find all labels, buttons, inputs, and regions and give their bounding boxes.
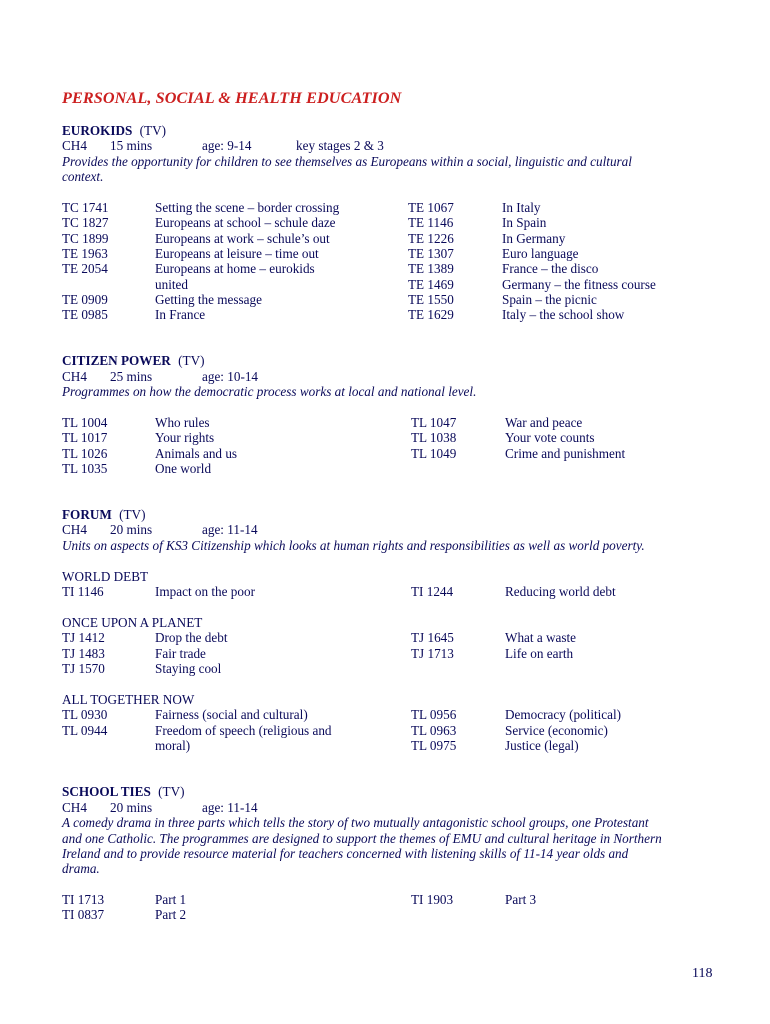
forum-type: (TV) bbox=[119, 507, 146, 522]
item-code: TJ 1645 bbox=[411, 630, 454, 645]
item-title: Euro language bbox=[502, 246, 579, 261]
item-code: TC 1899 bbox=[62, 231, 109, 246]
item-code: TE 1550 bbox=[408, 292, 454, 307]
item-title: Part 3 bbox=[505, 892, 537, 907]
item-code: TL 0975 bbox=[411, 738, 457, 753]
forum-duration: 20 mins bbox=[110, 522, 153, 537]
school-ties-description-line-2: and one Catholic. The programmes are designed to support the themes of EMU and cultural heritage in Northern bbox=[62, 831, 662, 846]
item-title: Service (economic) bbox=[505, 723, 608, 738]
item-title: Crime and punishment bbox=[505, 446, 626, 461]
item-code: TL 0963 bbox=[411, 723, 457, 738]
item-code: TI 0837 bbox=[62, 907, 105, 922]
item-title: united bbox=[155, 277, 188, 292]
item-code: TJ 1483 bbox=[62, 646, 105, 661]
item-title: Germany – the fitness course bbox=[502, 277, 656, 292]
item-code: TI 1146 bbox=[62, 584, 104, 599]
school-ties-description-line-4: drama. bbox=[62, 861, 100, 876]
citizen-power-heading bbox=[62, 353, 205, 368]
item-title: Setting the scene – border crossing bbox=[155, 200, 340, 215]
item-code: TE 1226 bbox=[408, 231, 454, 246]
item-title: Democracy (political) bbox=[505, 707, 622, 722]
eurokids-type: (TV) bbox=[139, 123, 167, 138]
all-together-now-heading: ALL TOGETHER NOW bbox=[62, 692, 195, 707]
page-number: 118 bbox=[692, 966, 713, 981]
item-title: One world bbox=[155, 461, 212, 476]
eurokids-description-line-1: Provides the opportunity for children to see themselves as Europeans within a social, linguistic and cultural bbox=[62, 154, 632, 169]
school-ties-description-line-3: Ireland and to provide resource material for teachers concerned with listening skills of 11-14 year olds and bbox=[62, 846, 629, 861]
citizen-power-type: (TV) bbox=[178, 353, 205, 368]
eurokids-name: EUROKIDS bbox=[62, 123, 133, 138]
eurokids-channel: CH4 bbox=[62, 138, 87, 153]
item-code: TE 1307 bbox=[408, 246, 454, 261]
eurokids-duration: 15 mins bbox=[110, 138, 153, 153]
item-code: TL 1035 bbox=[62, 461, 108, 476]
eurokids-stages: key stages 2 & 3 bbox=[296, 138, 384, 153]
item-title: Life on earth bbox=[505, 646, 574, 661]
item-title: France – the disco bbox=[502, 261, 599, 276]
item-title: Fair trade bbox=[155, 646, 206, 661]
item-title: Drop the debt bbox=[155, 630, 228, 645]
item-code: TL 0956 bbox=[411, 707, 457, 722]
item-code: TJ 1412 bbox=[62, 630, 105, 645]
item-code: TJ 1713 bbox=[411, 646, 454, 661]
item-code: TE 1469 bbox=[408, 277, 454, 292]
item-title: Europeans at school – schule daze bbox=[155, 215, 336, 230]
item-title: Part 1 bbox=[155, 892, 187, 907]
item-title: Who rules bbox=[155, 415, 210, 430]
item-code: TE 1146 bbox=[408, 215, 454, 230]
forum-channel: CH4 bbox=[62, 522, 87, 537]
item-code: TL 0944 bbox=[62, 723, 108, 738]
item-title: Italy – the school show bbox=[502, 307, 625, 322]
item-title: Spain – the picnic bbox=[502, 292, 597, 307]
item-code: TJ 1570 bbox=[62, 661, 105, 676]
item-code: TE 1963 bbox=[62, 246, 108, 261]
citizen-power-duration: 25 mins bbox=[110, 369, 153, 384]
school-ties-channel: CH4 bbox=[62, 800, 87, 815]
item-code: TL 1004 bbox=[62, 415, 108, 430]
item-title: In Spain bbox=[502, 215, 547, 230]
item-code: TI 1713 bbox=[62, 892, 105, 907]
item-code: TE 1629 bbox=[408, 307, 454, 322]
item-title: Freedom of speech (religious and bbox=[155, 723, 332, 738]
item-title: moral) bbox=[155, 738, 191, 753]
forum-name: FORUM bbox=[62, 507, 112, 522]
item-title: Your rights bbox=[155, 430, 215, 445]
item-title: Your vote counts bbox=[505, 430, 595, 445]
item-code: TC 1827 bbox=[62, 215, 109, 230]
item-code: TE 1389 bbox=[408, 261, 454, 276]
item-title: In Italy bbox=[502, 200, 541, 215]
item-title: Impact on the poor bbox=[155, 584, 255, 599]
school-ties-type: (TV) bbox=[158, 784, 185, 799]
item-title: Justice (legal) bbox=[505, 738, 579, 753]
page-title: PERSONAL, SOCIAL & HEALTH EDUCATION bbox=[62, 89, 402, 107]
item-code: TL 1026 bbox=[62, 446, 108, 461]
school-ties-heading bbox=[62, 784, 185, 799]
once-upon-a-planet-heading: ONCE UPON A PLANET bbox=[62, 615, 203, 630]
school-ties-name: SCHOOL TIES bbox=[62, 784, 151, 799]
school-ties-description-line-1: A comedy drama in three parts which tells the story of two mutually antagonistic school groups, one Protestant bbox=[62, 815, 649, 830]
item-code: TE 2054 bbox=[62, 261, 108, 276]
item-code: TL 1047 bbox=[411, 415, 457, 430]
item-title: Europeans at leisure – time out bbox=[155, 246, 319, 261]
world-debt-heading: WORLD DEBT bbox=[62, 569, 149, 584]
school-ties-age: age: 11-14 bbox=[202, 800, 258, 815]
eurokids-age: age: 9-14 bbox=[202, 138, 252, 153]
item-title: Fairness (social and cultural) bbox=[155, 707, 308, 722]
item-code: TE 0909 bbox=[62, 292, 108, 307]
item-code: TL 1038 bbox=[411, 430, 457, 445]
item-code: TL 0930 bbox=[62, 707, 108, 722]
item-title: What a waste bbox=[505, 630, 577, 645]
citizen-power-channel: CH4 bbox=[62, 369, 87, 384]
citizen-power-age: age: 10-14 bbox=[202, 369, 259, 384]
item-title: In Germany bbox=[502, 231, 566, 246]
item-title: Part 2 bbox=[155, 907, 187, 922]
item-code: TE 1067 bbox=[408, 200, 454, 215]
item-title: Getting the message bbox=[155, 292, 262, 307]
citizen-power-name: CITIZEN POWER bbox=[62, 353, 171, 368]
eurokids-description-line-2: context. bbox=[62, 169, 104, 184]
item-title: War and peace bbox=[505, 415, 583, 430]
item-code: TI 1244 bbox=[411, 584, 454, 599]
forum-heading bbox=[62, 507, 145, 522]
item-code: TL 1017 bbox=[62, 430, 108, 445]
school-ties-duration: 20 mins bbox=[110, 800, 153, 815]
item-title: Europeans at work – schule’s out bbox=[155, 231, 330, 246]
forum-description: Units on aspects of KS3 Citizenship which looks at human rights and responsibilities as well as world poverty. bbox=[62, 538, 645, 553]
item-code: TI 1903 bbox=[411, 892, 454, 907]
item-title: Animals and us bbox=[155, 446, 238, 461]
item-code: TE 0985 bbox=[62, 307, 108, 322]
item-code: TL 1049 bbox=[411, 446, 457, 461]
forum-age: age: 11-14 bbox=[202, 522, 258, 537]
item-title: Reducing world debt bbox=[505, 584, 616, 599]
eurokids-heading bbox=[62, 123, 166, 138]
item-title: Staying cool bbox=[155, 661, 222, 676]
item-title: Europeans at home – eurokids bbox=[155, 261, 315, 276]
item-code: TC 1741 bbox=[62, 200, 109, 215]
citizen-power-description: Programmes on how the democratic process works at local and national level. bbox=[62, 384, 477, 399]
item-title: In France bbox=[155, 307, 206, 322]
